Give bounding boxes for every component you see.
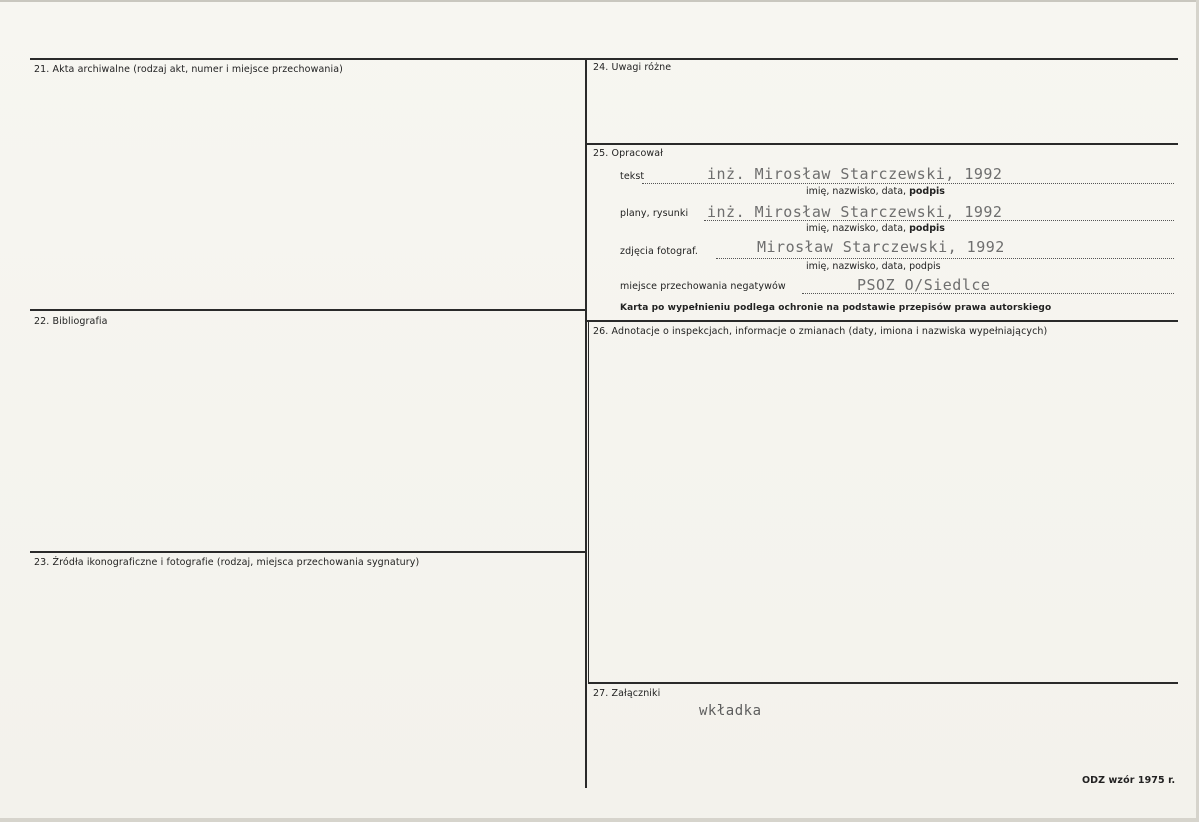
negatywy-label: miejsce przechowania negatywów xyxy=(620,281,786,292)
zdjecia-caption-text: imię, nazwisko, data, xyxy=(806,261,907,272)
tekst-value: inż. Mirosław Starczewski, 1992 xyxy=(707,165,1003,183)
tekst-label: tekst xyxy=(620,171,645,182)
tekst-caption-bold: podpis xyxy=(909,186,945,197)
zalaczniki-value: wkładka xyxy=(699,703,762,719)
form-footer: ODZ wzór 1975 r. xyxy=(1082,775,1176,786)
top-rule-right xyxy=(586,58,1178,60)
section-24-label: 24. Uwagi różne xyxy=(593,62,672,73)
section-25-label: 25. Opracował xyxy=(593,148,663,159)
rule-26 xyxy=(586,320,1178,322)
plany-value: inż. Mirosław Starczewski, 1992 xyxy=(707,203,1003,221)
plany-caption-text: imię, nazwisko, data, xyxy=(806,223,907,234)
copyright-notice: Karta po wypełnieniu podlega ochronie na podstawie przepisów prawa autorskiego xyxy=(620,303,1052,313)
zdjecia-value: Mirosław Starczewski, 1992 xyxy=(757,238,1005,256)
negatywy-value: PSOZ O/Siedlce xyxy=(857,276,991,294)
zdjecia-label: zdjęcia fotograf. xyxy=(620,246,699,257)
zdjecia-line xyxy=(716,258,1174,259)
card-top-edge xyxy=(0,0,1199,2)
center-divider xyxy=(585,58,587,788)
section-22-label: 22. Bibliografia xyxy=(34,316,108,327)
tekst-line xyxy=(642,183,1174,184)
section-26-label: 26. Adnotacje o inspekcjach, informacje o zmianach (daty, imiona i nazwiska wypełniających) xyxy=(593,326,1048,337)
card-bottom-edge xyxy=(0,818,1199,822)
rule-25 xyxy=(586,143,1178,145)
section-21-label: 21. Akta archiwalne (rodzaj akt, numer i miejsce przechowania) xyxy=(34,64,343,75)
plany-label: plany, rysunki xyxy=(620,208,689,219)
zdjecia-caption-suffix: podpis xyxy=(909,261,941,272)
plany-caption xyxy=(806,223,945,234)
rule-27 xyxy=(588,682,1178,684)
zdjecia-caption xyxy=(806,261,941,272)
plany-caption-bold: podpis xyxy=(909,223,945,234)
section-27-label: 27. Załączniki xyxy=(593,688,661,699)
right-divider-26 xyxy=(588,320,589,682)
rule-22 xyxy=(30,309,586,311)
rule-23 xyxy=(30,551,586,553)
tekst-caption xyxy=(806,186,945,197)
section-23-label: 23. Źródła ikonograficzne i fotografie (rodzaj, miejsca przechowania sygnatury) xyxy=(34,557,420,568)
top-rule-left xyxy=(30,58,586,60)
tekst-caption-text: imię, nazwisko, data, xyxy=(806,186,907,197)
